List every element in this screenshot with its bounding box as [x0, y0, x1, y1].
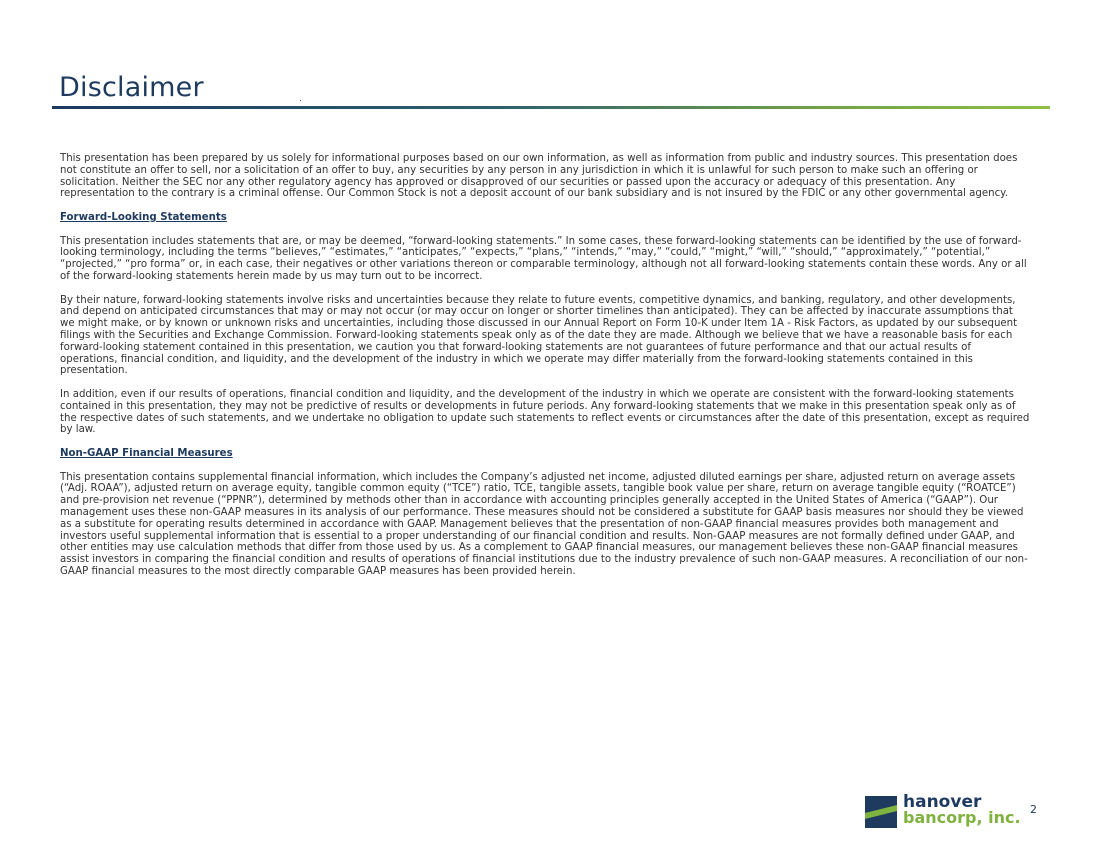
non-gaap-paragraph: This presentation contains supplemental financial information, which includes the Company’s adjusted net income, adjusted diluted earnings per share, adjusted return on average assets (“Adj. ROAA”), adjusted return on average equity, tangible common equity (“TCE”) ratio, TCE, tangible assets, tangible book value per share, return on average tangible equity (“ROATCE”) and pre-provision net revenue (“PPNR”), determined by methods other than in accordance with accounting principles generally accepted in the United States of America (“GAAP”). Our management uses these non-GAAP measures in its analysis of our performance. These measures should not be considered a substitute for GAAP basis measures nor should they be viewed as a substitute for operating results determined in accordance with GAAP. Management believes that the presentation of non-GAAP financial measures provides both management and investors useful supplemental information that is essential to a proper understanding of our financial condition and results. Non-GAAP measures are not formally defined under GAAP, and other entities may use calculation methods that differ from those used by us. As a complement to GAAP financial measures, our management believes these non-GAAP financial measures assist investors in comparing the financial condition and results of operations of financial institutions due to the industry prevalence of such non-GAAP measures. A reconciliation of our non-GAAP financial measures to the most directly comparable GAAP measures has been provided herein.: [60, 471, 1028, 577]
intro-paragraph: This presentation has been prepared by us solely for informational purposes based on our own information, as well as information from public and industry sources. This presentation does not constitute an offer to sell, nor a solicitation of an offer to buy, any securities by any person in any jurisdiction in which it is unlawful for such person to make such an offering or solicitation. Neither the SEC nor any other regulatory agency has approved or disapproved of our securities or passed upon the accuracy or adequacy of this presentation. Any representation to the contrary is a criminal offense. Our Common Stock is not a deposit account of our bank subsidiary and is not insured by the FDIC or any other governmental agency.: [60, 153, 1018, 200]
page-number: 2: [1030, 803, 1037, 816]
forward-looking-paragraph-3: In addition, even if our results of operations, financial condition and liquidity, and the development of the industry in which we operate are consistent with the forward-looking statements contained in this presentation, they may not be predictive of results or developments in future periods. Any forward-looking statements that we make in this presentation speak only as of the respective dates of such statements, and we undertake no obligation to update such statements to reflect events or circumstances after the date of this presentation, except as required by law.: [60, 388, 1030, 436]
forward-looking-paragraph-1: This presentation includes statements that are, or may be deemed, “forward-looking statements.” In some cases, these forward-looking statements can be identified by the use of forward-looking terminology, including the terms “believes,” “estimates,” “anticipates,” “expects,” “plans,” “intends,” “may,” “could,” “might,” “will,” “should,” “approximately,” “potential,” “projected,” “pro forma” or, in each case, their negatives or other variations thereon or comparable terminology, although not all forward-looking statements contain these words. Any or all of the forward-looking statements herein made by us may turn out to be incorrect.: [60, 235, 1027, 282]
title-divider: [52, 106, 1050, 109]
hanover-logo-icon: [865, 796, 897, 828]
forward-looking-paragraph-2: By their nature, forward-looking statements involve risks and uncertainties because they relate to future events, competitive dynamics, and banking, regulatory, and other developments, and depend on anticipated circumstances that may or may not occur (or may occur on longer or shorter timelines than anticipated). They can be affected by inaccurate assumptions that we might make, or by known or unknown risks and uncertainties, including those discussed in our Annual Report on Form 10-K under Item 1A - Risk Factors, as updated by our subsequent filings with the Securities and Exchange Commission. Forward-looking statements speak only as of the date they are made. Although we believe that we have a reasonable basis for each forward-looking statement contained in this presentation, we caution you that forward-looking statements are not guarantees of future performance and that our actual results of operations, financial condition, and liquidity, and the development of the industry in which we operate may differ materially from the forward-looking statements contained in this presentation.: [60, 294, 1018, 377]
page-title: Disclaimer: [59, 72, 204, 103]
decorative-dot: [300, 100, 301, 101]
logo-text-hanover: hanover: [903, 792, 982, 812]
non-gaap-heading: Non-GAAP Financial Measures: [60, 447, 233, 459]
forward-looking-heading: Forward-Looking Statements: [60, 211, 227, 223]
hanover-logo: [865, 794, 1025, 830]
logo-text-bancorp: bancorp, inc.: [903, 808, 1021, 827]
disclaimer-body: [60, 153, 1030, 589]
